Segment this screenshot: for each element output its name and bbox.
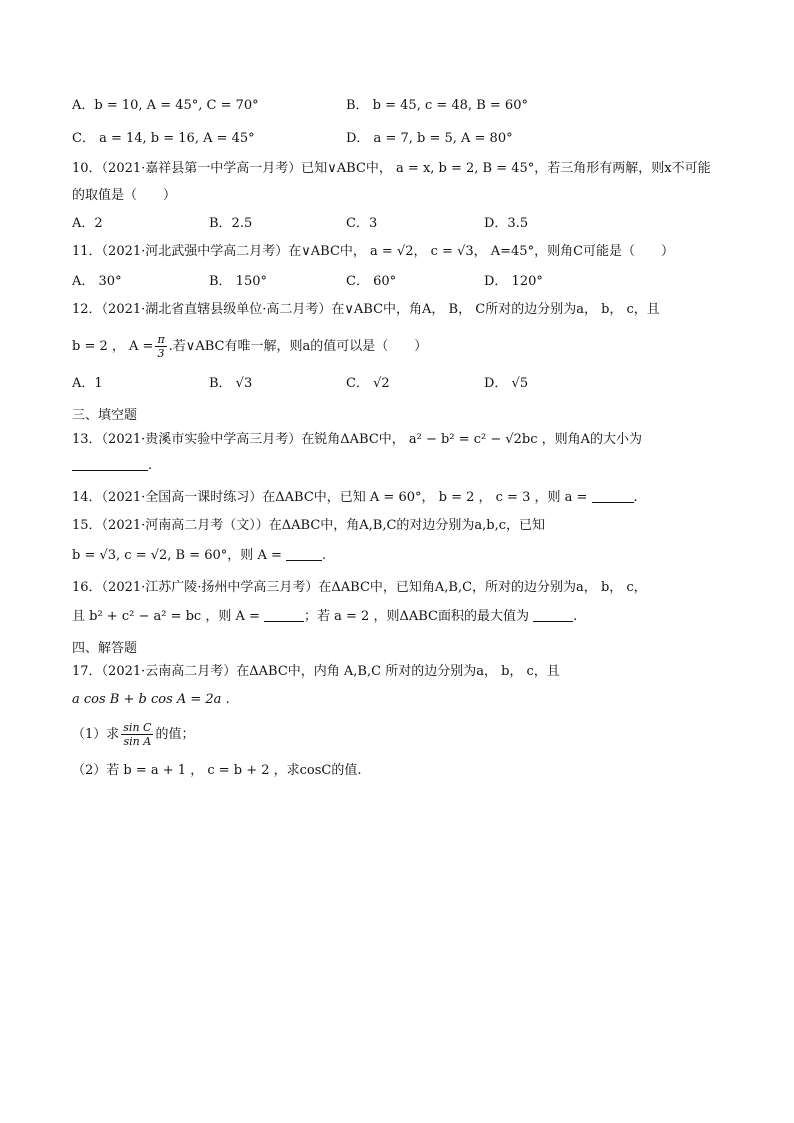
answer-blank[interactable] [264,609,304,622]
fraction-denominator: 3 [157,347,165,360]
q15-stem-line1: 15．（2021·河南高二月考（文））在ΔABC中，角A,B,C的对边分别为a,b,c，已知 [72,518,546,533]
q10-stem-line1: 10．（2021·嘉祥县第一中学高一月考）已知∨ABC中， a = x, b = 2, B = 45°，若三角形有两解，则x不可能 [72,161,711,176]
q14-stem [72,490,638,506]
section-heading-fill-in: 三、填空题 [72,408,138,423]
q13-period: . [148,458,153,473]
q9-option-a: A．b = 10, A = 45°, C = 70° [72,98,259,113]
q12-option-c: C． √2 [346,376,390,391]
answer-blank[interactable] [286,548,322,561]
q15-line2-text: b = √3, c = √2, B = 60°，则 A = [72,548,282,563]
q16-stem-line2 [72,609,577,625]
section-heading-solutions: 四、解答题 [72,641,138,656]
q16-period: . [573,609,578,624]
q11-option-a: A． 30° [72,274,122,289]
q14-text: 14．（2021·全国高一课时练习）在ΔABC中，已知 A = 60°， b = 2 ， c = 3 ，则 a = [72,490,588,505]
q11-stem: 11．（2021·河北武强中学高二月考）在∨ABC中， a = √2， c = √3， A=45°，则角C可能是（ ） [72,244,675,259]
q10-stem-line2: 的取值是（ ） [72,188,177,203]
q10-option-b: B．2.5 [209,216,253,231]
q12-stem-line1: 12．（2021·湖北省直辖县级单位·高二月考）在∨ABC中，角A， B， C所对的边分别为a， b， c，且 [72,302,660,317]
answer-blank[interactable] [533,609,573,622]
q17-part1-post: 的值； [155,727,195,742]
q9-option-c: C． a = 14, b = 16, A = 45° [72,131,255,146]
q17-stem-line1: 17．（2021·云南高二月考）在ΔABC中，内角 A,B,C 所对的边分别为a， b， c，且 [72,664,560,679]
q12-option-b: B． √3 [209,376,253,391]
fraction-numerator: π [157,333,165,346]
q10-option-a: A．2 [72,216,103,231]
q12-option-a: A．1 [72,376,103,391]
answer-blank[interactable] [72,458,148,471]
q12-line2-pre: b = 2 ， A = [72,339,154,354]
q12-option-d: D． √5 [484,376,529,391]
q12-stem-line2 [72,332,427,362]
q16-line2-pre: 且 b² + c² − a² = bc ，则 A = [72,609,260,624]
q14-period: . [633,490,638,505]
q16-line2-mid: ；若 a = 2 ，则ΔABC面积的最大值为 [304,609,529,624]
q11-option-c: C． 60° [346,274,397,289]
q13-stem: 13．（2021·贵溪市实验中学高三月考）在锐角ΔABC中， a² − b² = c² − √2bc ，则角A的大小为 [72,432,643,447]
q11-option-d: D． 120° [484,274,543,289]
q17-part1-pre: （1）求 [72,727,120,742]
q10-option-d: D．3.5 [484,216,529,231]
fraction-denominator: sin A [123,735,152,748]
q17-part2: （2）若 b = a + 1 ， c = b + 2 ，求cosC的值. [72,763,362,778]
q17-part1 [72,719,194,751]
fraction-numerator: sin C [123,721,152,734]
q9-option-b: B． b = 45, c = 48, B = 60° [346,98,528,113]
q17-stem-line2: a cos B + b cos A = 2a . [72,692,230,707]
q12-line2-post: .若∨ABC有唯一解，则a的值可以是（ ） [168,339,428,354]
q13-answer-line [72,458,152,474]
q9-option-d: D． a = 7, b = 5, A = 80° [346,131,513,146]
q16-stem-line1: 16．（2021·江苏广陵·扬州中学高三月考）在ΔABC中，已知角A,B,C，所对的边分别为a， b， c， [72,580,647,595]
q11-option-b: B． 150° [209,274,267,289]
answer-blank[interactable] [592,490,634,503]
q15-period: . [322,548,327,563]
sinC-over-sinA-fraction [121,721,153,748]
pi-over-3-fraction [155,333,166,360]
q10-option-c: C．3 [346,216,378,231]
q15-stem-line2 [72,548,326,564]
